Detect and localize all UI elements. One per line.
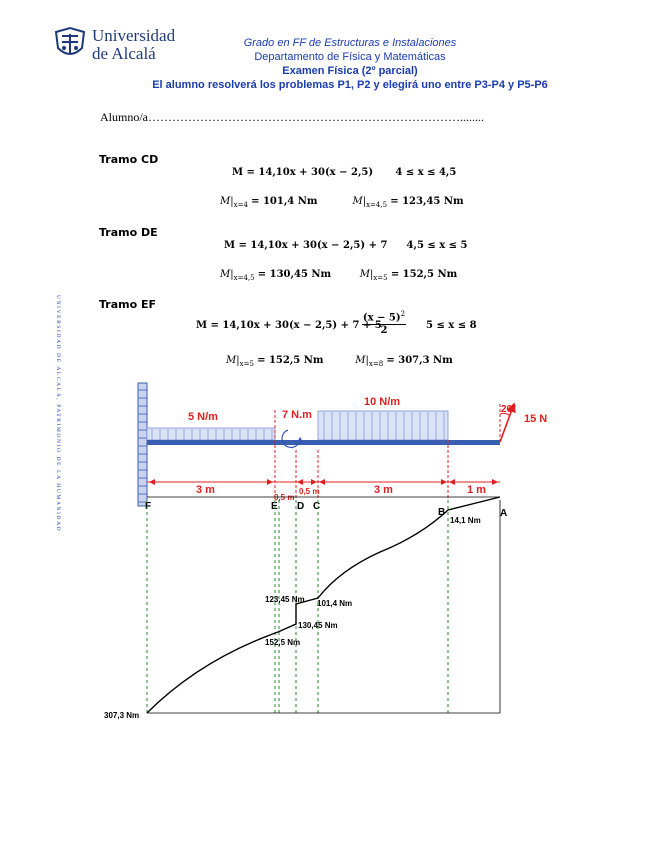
equation-ef: M = 14,10x + 30(x − 2,5) + 7 + 5	[196, 320, 382, 331]
department-name: Departamento de Física y Matemáticas	[254, 51, 446, 63]
point-f: F	[145, 501, 152, 512]
values-de: $M|_{x=4,5} = 130,45$ Nm $M|_{x=5} = 152,5$ Nm	[220, 269, 458, 282]
moment-label-c: 101,4 Nm	[317, 599, 353, 608]
beam	[147, 440, 500, 445]
moment-label-d1: 123,45 Nm	[265, 595, 305, 604]
exam-title: Examen Física (2º parcial)	[282, 65, 418, 77]
load-label-10: 10 N/m	[364, 396, 401, 408]
student-label: Alumno/a	[100, 110, 148, 124]
moment-label-d2: 130,45 Nm	[298, 621, 338, 630]
section-title-cd: Tramo CD	[99, 153, 159, 166]
dim-3m-b: 3 m	[374, 484, 393, 496]
point-c: C	[313, 501, 321, 512]
moment-label-b: 14,1 Nm	[450, 516, 481, 525]
dim-3m-a: 3 m	[196, 484, 215, 496]
equation-de: M = 14,10x + 30(x − 2,5) + 7 4,5 ≤ x ≤ 5	[224, 240, 468, 251]
values-ef: $M|_{x=5} = 152,5$ Nm $M|_{x=8} = 307,3$ Nm	[226, 355, 453, 368]
distributed-load-5	[147, 428, 275, 440]
wall-support	[138, 383, 147, 506]
values-cd: $M|_{x=4} = 101,4$ Nm $M|_{x=4,5} = 123,45$ Nm	[220, 196, 464, 209]
logo-line-1: Universidad	[92, 26, 176, 45]
section-title-ef: Tramo EF	[99, 298, 157, 311]
fraction-ef: $(x - 5)^2$ 2	[362, 310, 406, 337]
force-label: 15 N	[524, 413, 548, 425]
range-ef: 5 ≤ x ≤ 8	[426, 320, 477, 331]
side-watermark: UNIVERSIDAD DE ALCALÁ, PATRIMONIO DE LA HUMANIDAD	[55, 295, 61, 533]
point-a: A	[500, 508, 508, 519]
load-label-5: 5 N/m	[188, 411, 218, 423]
dim-05m-b: 0,5 m	[299, 487, 320, 496]
moment-label-7: 7 N.m	[282, 409, 312, 421]
angle-label: 20º	[501, 404, 516, 415]
point-e: E	[271, 501, 278, 512]
moment-label-e: 152,5 Nm	[265, 638, 301, 647]
exam-instruction: El alumno resolverá los problemas P1, P2 y elegirá uno entre P3-P4 y P5-P6	[152, 79, 548, 91]
section-title-de: Tramo DE	[99, 226, 158, 239]
course-name: Grado en FF de Estructuras e Instalaciones	[243, 37, 457, 49]
moment-label-f: 307,3 Nm	[104, 711, 140, 720]
dim-05m-a: 0,5 m	[274, 493, 295, 502]
dim-1m: 1 m	[467, 484, 486, 496]
point-d: D	[297, 501, 305, 512]
student-dots: ……………………………………………………………………........	[148, 110, 484, 124]
equation-cd: M = 14,10x + 30(x − 2,5) 4 ≤ x ≤ 4,5	[232, 167, 457, 178]
distributed-load-10	[318, 411, 448, 440]
logo-line-2: de Alcalá	[92, 44, 156, 63]
point-b: B	[438, 507, 446, 518]
